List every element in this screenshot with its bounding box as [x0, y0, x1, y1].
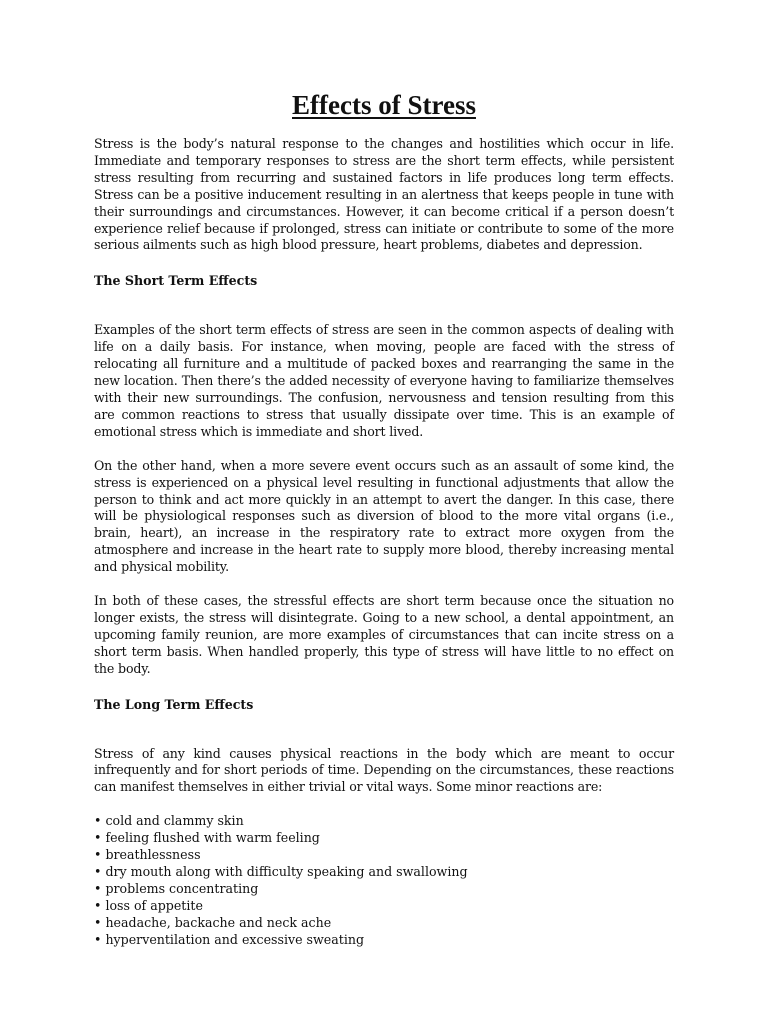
document-title: Effects of Stress [292, 90, 476, 120]
list-item: • dry mouth along with difficulty speaking and swallowing [94, 864, 674, 881]
document-page [94, 88, 674, 949]
list-item: • loss of appetite [94, 898, 674, 915]
list-item: • problems concentrating [94, 881, 674, 898]
paragraph-spacer [94, 576, 674, 593]
list-item: • breathlessness [94, 847, 674, 864]
list-item: • feeling flushed with warm feeling [94, 830, 674, 847]
list-item: • hyperventilation and excessive sweating [94, 932, 674, 949]
short-term-paragraph-3: In both of these cases, the stressful effects are short term because once the situation no longer exists, the stress will disintegrate. Going to a new school, a dental appointment, an upcoming family reunion, are more examples of circumstances that can incite stress on a short term basis. When handled properly, this type of stress will have little to no effect on the body. [94, 593, 674, 676]
short-term-heading: The Short Term Effects [94, 273, 258, 289]
intro-paragraph: Stress is the body’s natural response to the changes and hostilities which occur in life. Immediate and temporary responses to stress are the short term effects, while persistent stress resulting from recurring and sustained factors in life produces long term effects. Stress can be a positive inducement resulting in an alertness that keeps people in tune with their surroundings and circumstances. However, it can become critical if a person doesn’t experience relief because if prolonged, stress can initiate or contribute to some of the more serious ailments such as high blood pressure, heart problems, diabetes and depression. [94, 136, 674, 253]
short-term-paragraph-1: Examples of the short term effects of stress are seen in the common aspects of dealing with life on a daily basis. For instance, when moving, people are faced with the stress of relocating all furniture and a multitude of packed boxes and rearranging the same in the new location. Then there’s the added necessity of everyone having to familiarize themselves with their new surroundings. The confusion, nervousness and tension resulting from this are common reactions to stress that usually dissipate over time. This is an example of emotional stress which is immediate and short lived. [94, 322, 674, 439]
list-item: • headache, backache and neck ache [94, 915, 674, 932]
long-term-paragraph: Stress of any kind causes physical reactions in the body which are meant to occur infrequently and for short periods of time. Depending on the circumstances, these reactions can manifest themselves in either trivial or vital ways. Some minor reactions are: [94, 745, 674, 795]
short-term-paragraph-2: On the other hand, when a more severe event occurs such as an assault of some kind, the stress is experienced on a physical level resulting in functional adjustments that allow the person to think and act more quickly in an attempt to avert the danger. In this case, there will be physiological responses such as diversion of blood to the more vital organs (i.e., brain, heart), an increase in the respiratory rate to extract more oxygen from the atmosphere and increase in the heart rate to supply more blood, thereby increasing mental and physical mobility. [94, 457, 674, 575]
paragraph-spacer [94, 441, 674, 458]
long-term-heading: The Long Term Effects [94, 696, 254, 712]
minor-reactions-list [94, 813, 674, 948]
list-item: • cold and clammy skin [94, 813, 674, 830]
